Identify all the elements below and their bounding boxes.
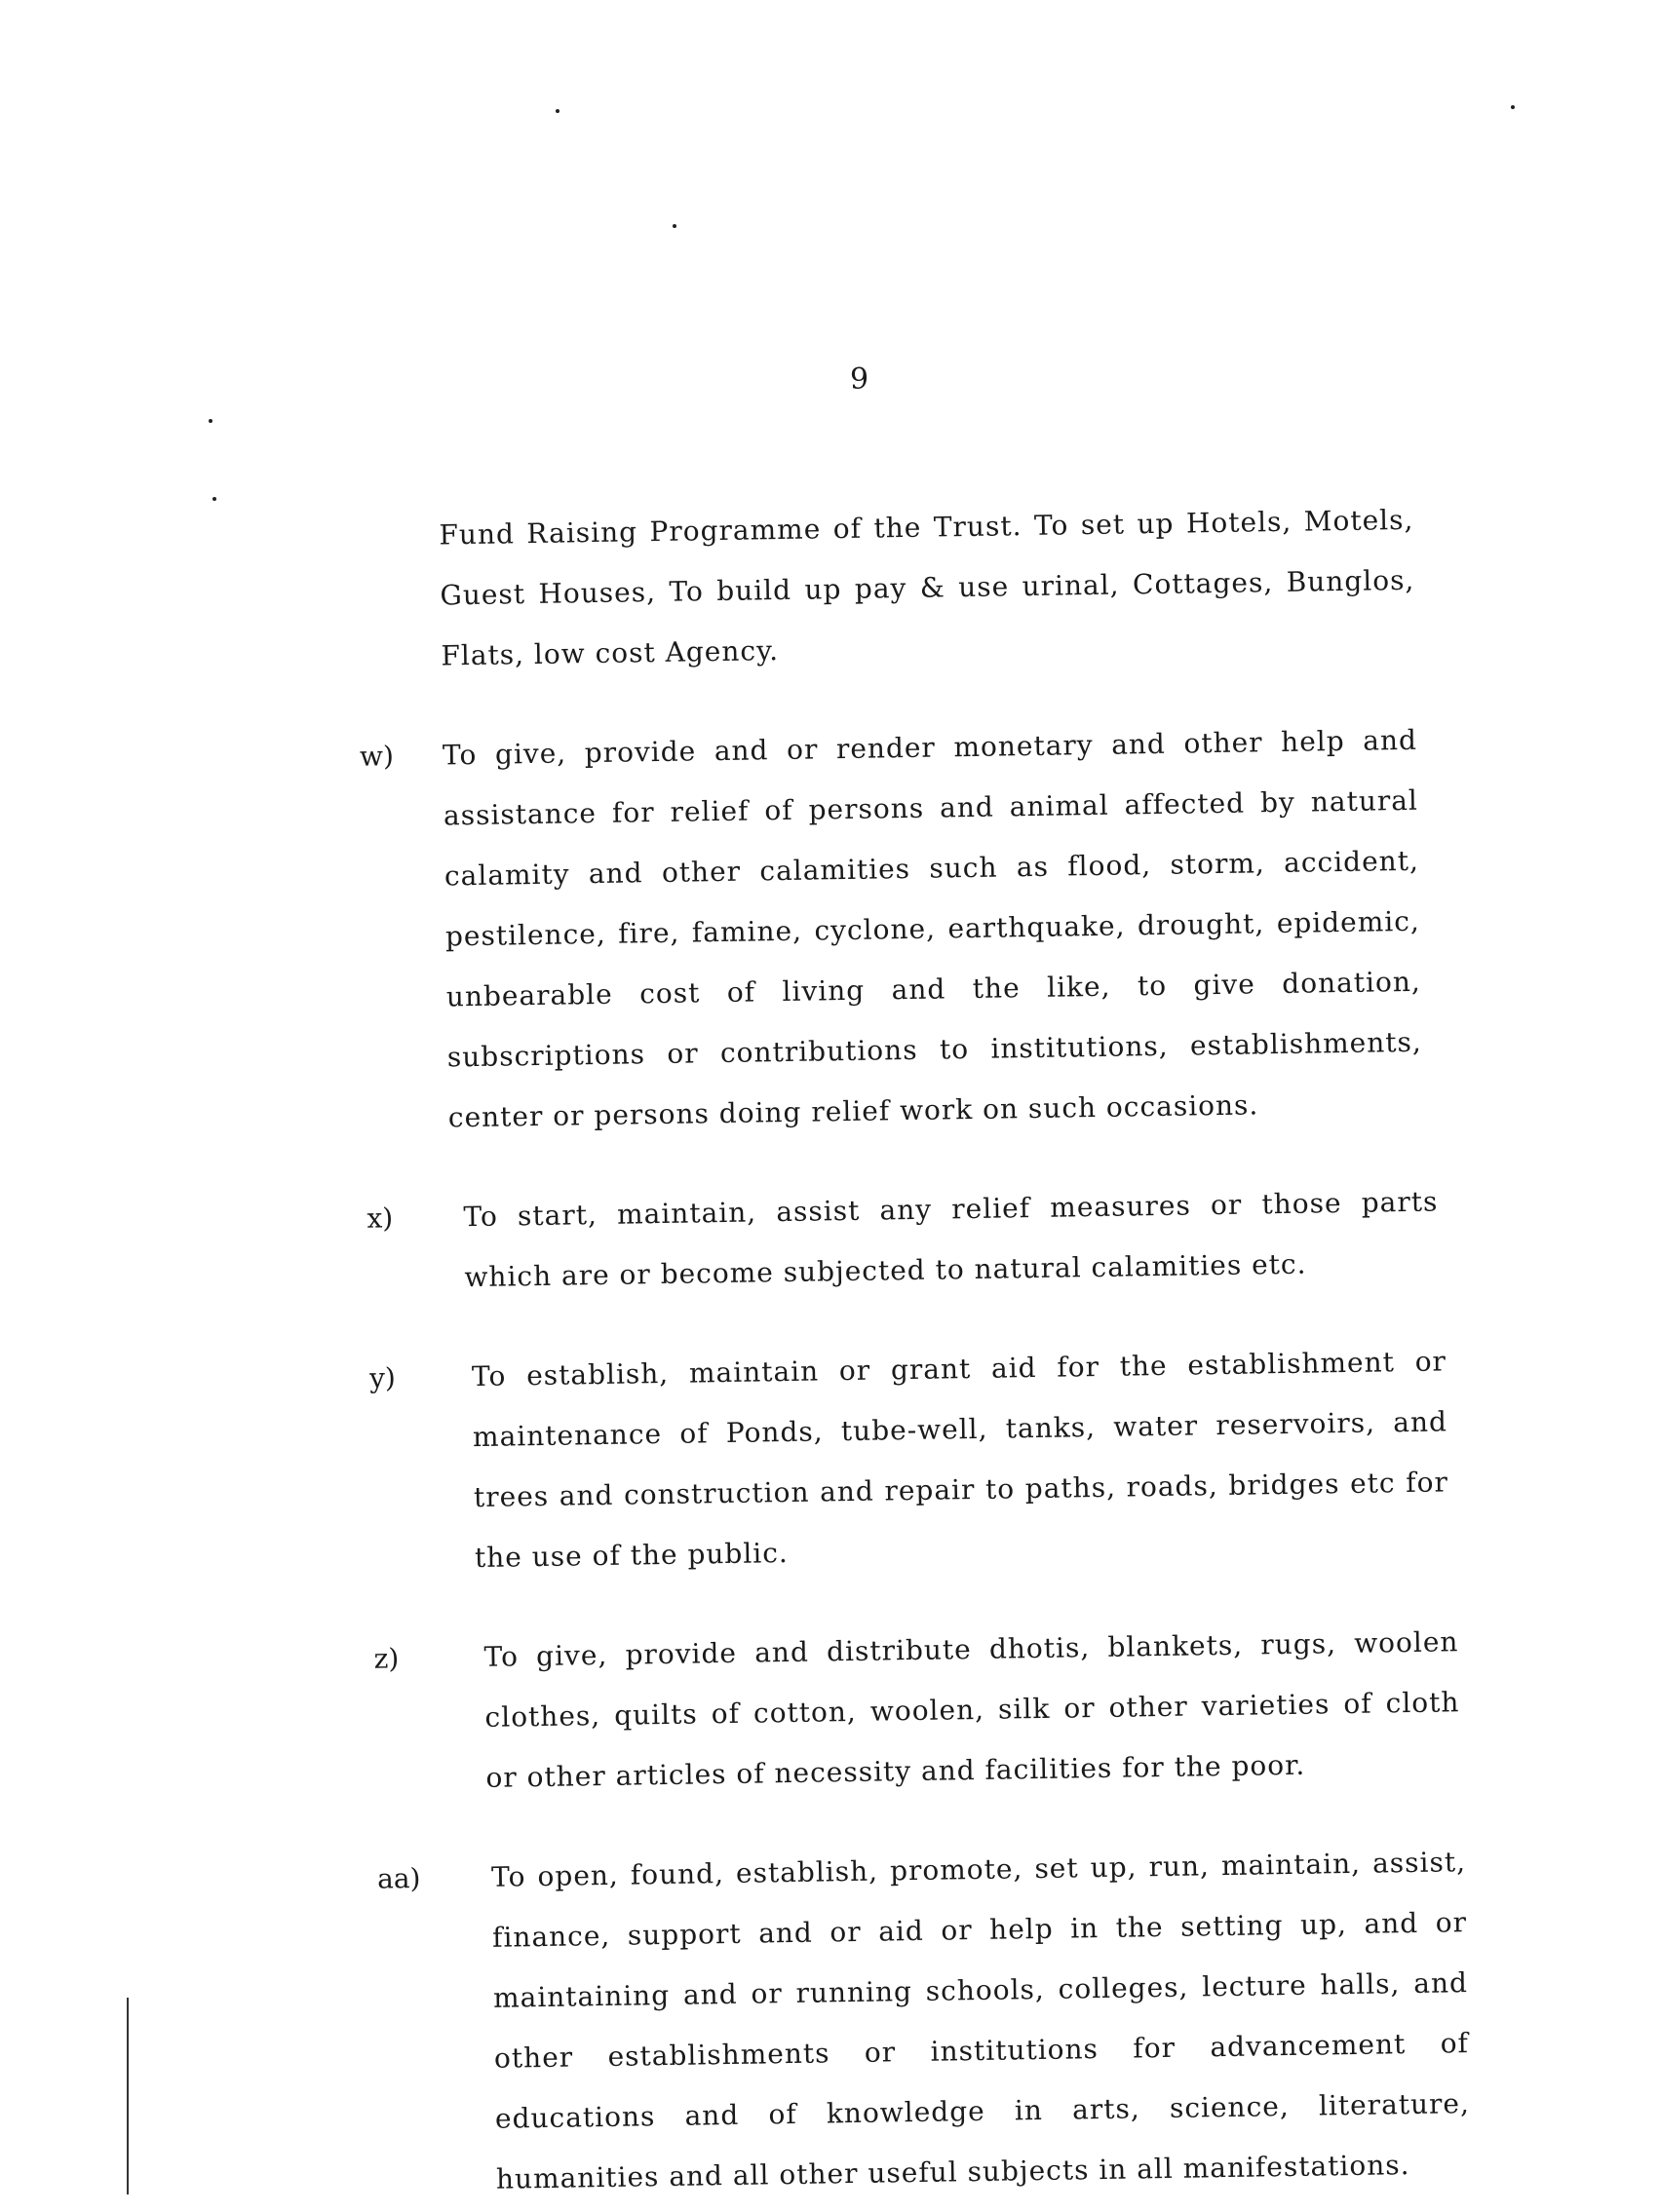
- clause-w: [350, 709, 1458, 1150]
- page-number: 9: [850, 362, 869, 397]
- clause-label: z): [373, 1642, 400, 1675]
- clause-z: [364, 1612, 1468, 1811]
- clause-text: To give, provide and or render monetary and other help and assistance for relief of persons and animal affected by natural calamity and other calamities such as flood, storm, accident, pestilence, fire, famine, cyclone, earthquake, drought, epidemic, unbearable cost of living and the like, to give donation, subscriptions or contributions to institutions, establishments, center or persons doing relief work on such occasions.: [442, 723, 1423, 1134]
- clause-text: To give, provide and distribute dhotis, blankets, rugs, woolen clothes, quilts of cotton, woolen, silk or other varieties of cloth or other articles of necessity and facilities for the poor.: [483, 1625, 1460, 1794]
- scan-speck: [556, 109, 559, 113]
- scan-speck: [1511, 105, 1515, 109]
- document-body: [346, 489, 1474, 2212]
- scan-speck: [209, 419, 212, 423]
- clause-label: aa): [376, 1861, 421, 1895]
- clause-text: To start, maintain, assist any relief measures or those parts which are or become subjected to natural calamities etc.: [463, 1185, 1439, 1294]
- scan-speck: [212, 497, 216, 501]
- scan-speck: [673, 224, 676, 228]
- clause-y: [360, 1331, 1465, 1590]
- clause-x: [357, 1171, 1460, 1310]
- clause-label: w): [359, 740, 395, 773]
- clause-label: x): [367, 1201, 394, 1235]
- clause-aa: [367, 1832, 1475, 2212]
- clause-label: y): [368, 1361, 397, 1394]
- scan-margin-line: [127, 1998, 129, 2194]
- continued-paragraph: Fund Raising Programme of the Trust. To set up Hotels, Motels, Guest Houses, To build up pay & use urinal, Cottages, Bunglos, Flats, low cost Agency.: [439, 503, 1415, 672]
- clause-text: To establish, maintain or grant aid for the establishment or maintenance of Ponds, tube-well, tanks, water reservoirs, and trees and construction and repair to paths, roads, bridges etc for the use of the public.: [471, 1345, 1449, 1575]
- clause-text: To open, found, establish, promote, set up, run, maintain, assist, finance, support and or aid or help in the setting up, and or maintaining and or running schools, colleges, lecture halls, and other establishments or institutions for advancement of educations and of knowledge in arts, science, literature, humanities and all other useful subjects in all manifestations.: [490, 1846, 1471, 2195]
